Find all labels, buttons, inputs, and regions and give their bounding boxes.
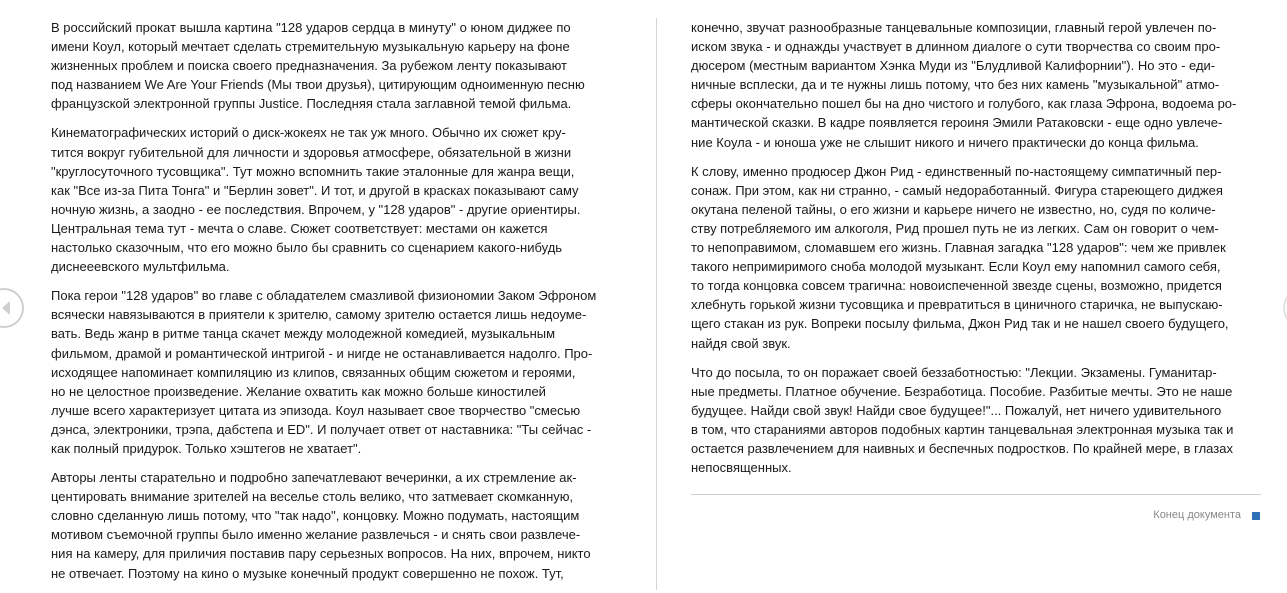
text-line: всячески навязываются в приятели к зрителю, самому зрителю остается лишь недоуме- (51, 307, 587, 323)
paragraph (51, 286, 623, 458)
text-line: Пока герои "128 ударов" во главе с обладателем смазливой физиономии Заком Эфроном (51, 288, 597, 304)
text-line: ные предметы. Платное обучение. Безработица. Пособие. Разбитые мечты. Это не наше (691, 383, 1233, 399)
text-line: как "Все из-за Пита Тонга" и "Берлин зовет". И тот, и другой в красках показывают саму (51, 182, 579, 198)
text-line: словно сделанную лишь потому, что "так надо", концовку. Можно подумать, настоящим (51, 508, 580, 524)
document-left-column (51, 18, 623, 593)
text-line: в том, что стараниями авторов подобных картин танцевальная электронная музыка так и (691, 421, 1234, 437)
paragraph (691, 162, 1261, 353)
text-line: дюсером (местным вариантом Хэнка Муди из "Блудливой Калифорнии"). Но это - еди- (691, 58, 1216, 74)
text-line: конечно, звучат разнообразные танцевальные композиции, главный герой увлечен по- (691, 20, 1217, 35)
document-right-column (691, 18, 1261, 487)
text-line: французской электронной группы Justice. Последняя стала заглавной темой фильма. (51, 96, 572, 112)
text-line: ству потребляемого им алкоголя, Рид прошел путь не из легких. Сам он говорит о чем- (691, 220, 1219, 236)
text-line: такого непримиримого сноба молодой музыкант. Если Коул ему напомнил самого себя, (691, 259, 1221, 275)
text-line: найдя свой звук. (691, 335, 791, 351)
paragraph (51, 468, 623, 583)
text-line: ничные всплески, да и те нужны лишь потому, что без них камень "музыкальной" атмо- (691, 77, 1220, 93)
text-line: не отвечает. Поэтому на кино о музыке конечный продукт совершенно не похож. Тут, (51, 565, 564, 581)
text-line: то непоправимом, сломавшем его жизнь. Главная загадка "128 ударов": чем же привлек (691, 240, 1226, 256)
text-line: К слову, именно продюсер Джон Рид - единственный по-настоящему симпатичный пер- (691, 163, 1222, 179)
text-line: имени Коул, который мечтает сделать стремительную музыкальную карьеру на фоне (51, 39, 570, 55)
text-line: сферы окончательно пошел бы на дно чистого и голубого, как глаза Эфрона, водоема ро- (691, 96, 1237, 112)
column-divider (656, 18, 657, 590)
text-line: ние Коула - и юноша уже не слышит никого и ничего практически до конца фильма. (691, 134, 1199, 150)
text-line: мантической сказки. В кадре появляется героиня Эмили Ратаковски - еще одно увлече- (691, 115, 1223, 131)
text-line: иском звука - и однажды участвует в длинном диалоге о сути творчества со своим про- (691, 39, 1221, 55)
text-line: Центральная тема тут - мечта о славе. Сюжет соответствует: местами он кажется (51, 220, 548, 236)
next-page-button[interactable] (1283, 288, 1287, 328)
text-line: то тогда концовка совсем трагична: новоиспеченной звезде сцены, возможно, придется (691, 278, 1222, 294)
previous-page-button[interactable] (0, 288, 24, 328)
text-line: диснееевского мультфильма. (51, 259, 230, 275)
paragraph (51, 123, 623, 276)
text-line: остается развлечением для наивных и беспечных подростков. По крайней мере, в глазах (691, 440, 1233, 456)
text-line: мотивом съемочной группы было именно желание развлечься - и снять свои развлече- (51, 527, 581, 543)
text-line: настолько сказочным, что его можно было бы сравнить со сценарием какого-нибудь (51, 240, 563, 256)
text-line: лучше всего характеризует цитата из эпизода. Коул называет свое творчество "смесью (51, 402, 581, 418)
text-line: но не целостное произведение. Желание охватить как можно больше киностилей (51, 383, 546, 399)
text-line: окутана пеленой тайны, о его жизни и карьере ничего не известно, но, судя по количе- (691, 201, 1216, 217)
arrow-left-icon (0, 300, 12, 316)
paragraph (691, 363, 1261, 478)
text-line: как полный придурок. Только хэштегов не хватает". (51, 440, 362, 456)
text-line: фильмом, драмой и романтической интригой - и нигде не останавливается надолго. Про- (51, 345, 593, 361)
paragraph (51, 18, 623, 113)
end-of-document-marker (1252, 512, 1260, 520)
text-line: ния на камеру, для приличия поставив пару серьезных вопросов. На них, впрочем, никто (51, 546, 591, 562)
text-line: щего стакан из рук. Вопреки посылу фильма, Джон Рид так и не нашел своего будущего, (691, 316, 1229, 332)
text-line: непосвященных. (691, 460, 792, 476)
text-line: "круглосуточного тусовщика". Тут можно вспомнить такие эталонные для жанра вещи, (51, 163, 575, 179)
text-line: хлебнуть горькой жизни тусовщика и превратиться в циничного старичка, не выпускаю- (691, 297, 1223, 313)
text-line: тится вокруг губительной для личности и здоровья атмосфере, обязательной в жизни (51, 144, 572, 160)
end-of-document-label: Конец документа (1153, 509, 1241, 521)
text-line: Что до посыла, то он поражает своей беззаботностью: "Лекции. Экзамены. Гуманитар- (691, 364, 1217, 380)
text-line: под названием We Are Your Friends (Мы твои друзья), цитирующим одноименную песню (51, 77, 585, 93)
end-of-document-rule (691, 494, 1261, 495)
text-line: дэнса, электроники, трэпа, дабстепа и ED". И получает ответ от наставника: "Ты сейчас - (51, 421, 592, 437)
text-line: В российский прокат вышла картина "128 ударов сердца в минуту" о юном диджее по (51, 20, 571, 35)
text-line: жизненных проблем и поиска своего предназначения. За рубежом ленту показывают (51, 58, 567, 74)
text-line: сонаж. При этом, как ни странно, - самый недоработанный. Фигура стареющего диджея (691, 182, 1223, 198)
text-line: центировать внимание зрителей на веселье столь велико, что затмевает скомканную, (51, 489, 574, 505)
text-line: ночную жизнь, а заодно - ее последствия. Впрочем, у "128 ударов" - другие ориентиры. (51, 201, 581, 217)
paragraph (691, 18, 1261, 152)
text-line: исходящее напоминает компиляцию из клипов, связанных общим сюжетом и героями, (51, 364, 576, 380)
text-line: Кинематографических историй о диск-жокеях не так уж много. Обычно их сюжет кру- (51, 125, 566, 141)
text-line: вать. Ведь жанр в ритме танца скачет между молодежной комедией, музыкальным (51, 326, 556, 342)
text-line: Авторы ленты старательно и подробно запечатлевают вечеринки, а их стремление ак- (51, 470, 577, 486)
text-line: будущее. Найди свой звук! Найди свое будущее!"... Пожалуй, нет ничего удивительного (691, 402, 1222, 418)
